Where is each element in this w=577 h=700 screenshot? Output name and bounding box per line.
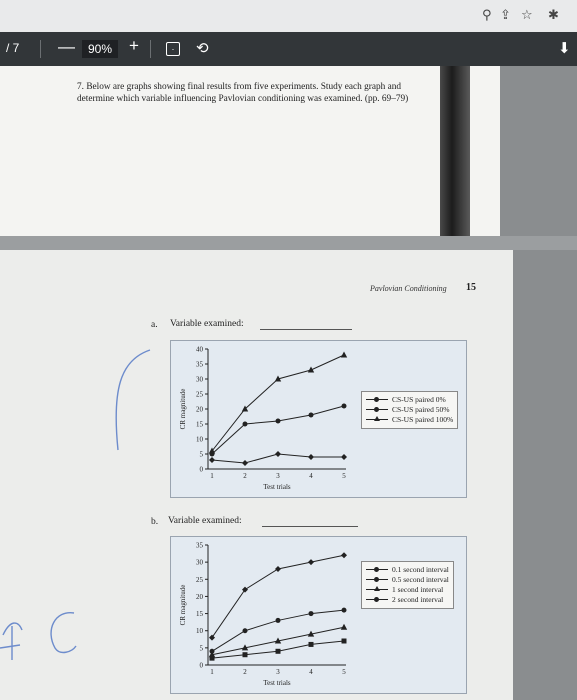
handwritten-marks	[0, 330, 170, 700]
zoom-in-button[interactable]: +	[129, 36, 139, 55]
pdf-page-1	[0, 66, 500, 236]
legend-marker	[366, 579, 388, 580]
section-b-label: Variable examined:	[168, 516, 242, 526]
graph-b	[170, 536, 467, 694]
legend-marker	[366, 399, 388, 400]
zoom-out-button[interactable]: —	[58, 37, 75, 56]
legend-entry	[362, 415, 453, 425]
series-4-point	[243, 652, 248, 657]
legend-entry	[362, 575, 449, 585]
chart-legend	[361, 561, 454, 609]
running-head: Pavlovian Conditioning	[370, 284, 447, 293]
series-2-point	[309, 413, 314, 418]
y-tick-label: 20	[196, 592, 203, 601]
chart-legend	[361, 391, 458, 429]
series-2-line	[212, 406, 344, 454]
legend-entry	[362, 585, 449, 595]
series-1-point	[308, 454, 314, 460]
x-tick-label: 5	[342, 472, 346, 480]
question-7	[77, 82, 437, 105]
x-tick-label: 2	[243, 668, 247, 676]
y-tick-label: 5	[199, 450, 203, 459]
series-1-point	[275, 451, 281, 457]
section-a-letter: a.	[151, 320, 158, 330]
y-tick-label: 10	[196, 435, 203, 444]
legend-label: 2 second interval	[392, 595, 444, 604]
legend-marker	[366, 599, 388, 600]
x-tick-label: 4	[309, 472, 313, 480]
legend-label: 0.1 second interval	[392, 565, 449, 574]
zoom-level-field[interactable]: 90%	[82, 40, 118, 58]
download-icon[interactable]: ⬇	[558, 40, 571, 57]
pdf-toolbar	[0, 32, 577, 66]
series-4-point	[210, 656, 215, 661]
series-1-point	[275, 566, 281, 572]
question-text: Below are graphs showing final results from five experiments. Study each graph and determine which variable influencing Pavlovian conditioning was examined. (pp. 69–79)	[77, 82, 409, 104]
x-tick-label: 3	[276, 472, 280, 480]
x-tick-label: 3	[276, 668, 280, 676]
y-tick-label: 35	[196, 360, 203, 369]
answer-blank-a[interactable]	[260, 329, 352, 330]
series-2-point	[342, 608, 347, 613]
y-tick-label: 0	[199, 661, 203, 670]
graph-a	[170, 340, 467, 498]
divider	[150, 40, 151, 58]
series-2-point	[342, 404, 347, 409]
legend-label: 1 second interval	[392, 585, 444, 594]
series-4-point	[309, 642, 314, 647]
search-icon[interactable]: ⚲	[482, 8, 492, 23]
browser-top-bar	[0, 0, 577, 32]
legend-entry	[362, 595, 449, 605]
series-1-point	[341, 454, 347, 460]
page-gap	[0, 236, 577, 250]
y-tick-label: 25	[196, 575, 203, 584]
series-1-point	[242, 460, 248, 466]
series-2-point	[243, 628, 248, 633]
series-2-point	[243, 422, 248, 427]
y-tick-label: 40	[196, 345, 203, 354]
x-tick-label: 2	[243, 472, 247, 480]
series-3-point	[341, 624, 347, 630]
legend-entry	[362, 395, 453, 405]
legend-entry	[362, 565, 449, 575]
y-axis-label: CR magnitude	[179, 388, 187, 430]
series-2-line	[212, 610, 344, 651]
page-number: 15	[466, 282, 476, 293]
y-tick-label: 5	[199, 644, 203, 653]
x-axis-label: Test trials	[263, 679, 291, 687]
legend-marker	[366, 409, 388, 410]
share-icon[interactable]: ⇪	[500, 8, 511, 23]
legend-marker	[366, 589, 388, 590]
legend-marker	[366, 569, 388, 570]
y-axis-label: CR magnitude	[179, 584, 187, 626]
y-tick-label: 30	[196, 375, 203, 384]
x-tick-label: 4	[309, 668, 313, 676]
series-1-point	[209, 457, 215, 463]
legend-label: 0.5 second interval	[392, 575, 449, 584]
y-tick-label: 25	[196, 390, 203, 399]
y-tick-label: 20	[196, 405, 203, 414]
legend-label: CS-US paired 0%	[392, 395, 446, 404]
x-tick-label: 5	[342, 668, 346, 676]
x-tick-label: 1	[210, 472, 214, 480]
section-a-label: Variable examined:	[170, 319, 244, 329]
divider	[40, 40, 41, 58]
binding-shadow	[440, 66, 470, 236]
answer-blank-b[interactable]	[262, 526, 358, 527]
legend-label: CS-US paired 50%	[392, 405, 450, 414]
series-3-point	[341, 352, 347, 358]
question-number: 7.	[77, 82, 84, 92]
legend-marker	[366, 419, 388, 420]
y-tick-label: 10	[196, 627, 203, 636]
series-4-point	[342, 639, 347, 644]
y-tick-label: 0	[199, 465, 203, 474]
series-1-point	[242, 587, 248, 593]
series-2-point	[276, 618, 281, 623]
section-b-letter: b.	[151, 517, 159, 527]
series-1-point	[209, 635, 215, 641]
series-1-point	[341, 552, 347, 558]
bookmark-star-icon[interactable]: ☆	[521, 8, 533, 23]
legend-entry	[362, 405, 453, 415]
legend-label: CS-US paired 100%	[392, 415, 454, 424]
y-tick-label: 30	[196, 558, 203, 567]
series-1-point	[308, 559, 314, 565]
fit-to-page-icon[interactable]: ·	[166, 42, 180, 56]
extension-icon[interactable]: ✱	[548, 8, 559, 23]
series-4-point	[276, 649, 281, 654]
series-2-point	[309, 611, 314, 616]
x-tick-label: 1	[210, 668, 214, 676]
y-tick-label: 15	[196, 610, 203, 619]
rotate-icon[interactable]: ⟲	[196, 40, 209, 57]
y-tick-label: 35	[196, 541, 203, 550]
x-axis-label: Test trials	[263, 483, 291, 491]
y-tick-label: 15	[196, 420, 203, 429]
page-indicator: / 7	[6, 41, 20, 55]
series-2-point	[276, 419, 281, 424]
